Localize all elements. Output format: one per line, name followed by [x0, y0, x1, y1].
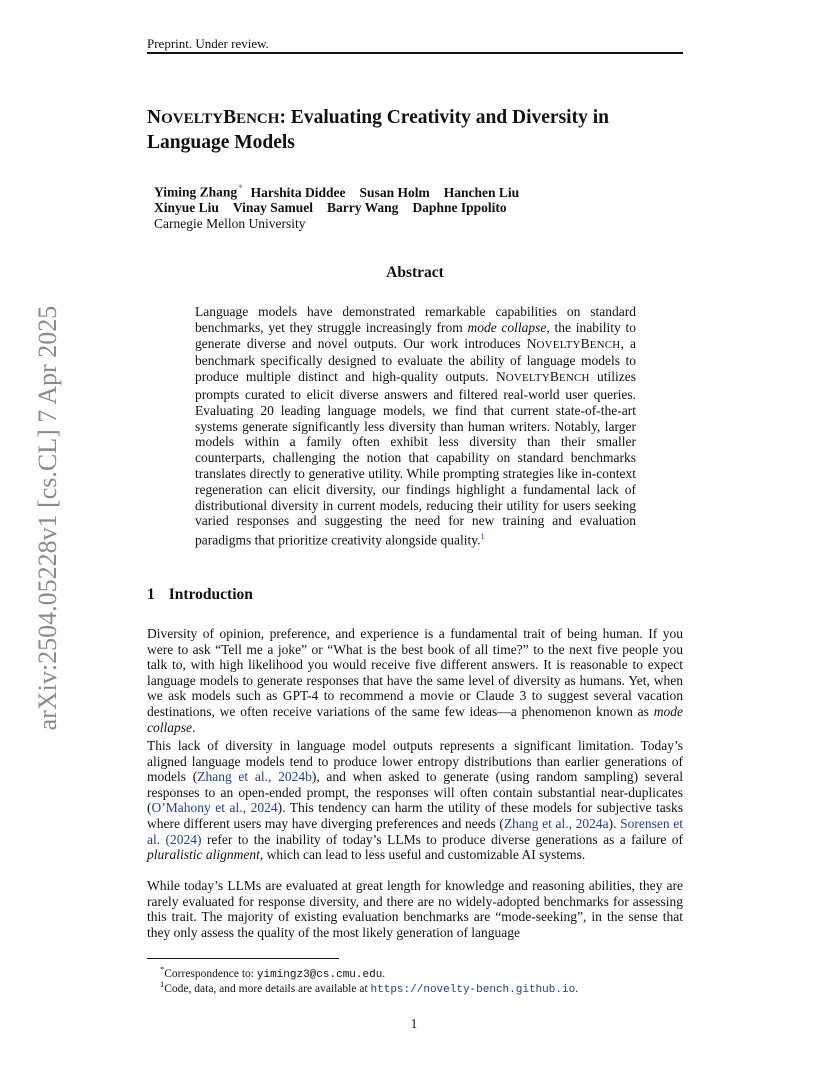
title-sc-ench: ENCH: [236, 111, 280, 127]
abstract-emphasis: mode collapse: [467, 319, 547, 335]
benchmark-name: NOVELTYBENCH: [526, 335, 621, 351]
citation-link[interactable]: Zhang et al., 2024b: [197, 769, 312, 785]
emphasis-pluralistic-alignment: pluralistic alignment: [147, 847, 260, 863]
abstract-seg: utilizes prompts curated to elicit diverse answers and filtered real-world user queries. Evaluating 20 leading language models, we find that current state-of-the-art systems generate significantly less diversity than human writers. Notably, larger models within a family often exhibit less diversity than their smaller counterparts, challenging the notion that capability on standard benchmarks translates directly to generative utility. While prompting strategies like in-context regeneration can elicit diversity, our findings highlight a fundamental lack of distributional diversity in current models, reducing their utility for users seeking varied responses and suggesting the need for new training and evaluation paradigms that prioritize creativity alongside quality.: [195, 369, 636, 548]
author-name: Vinay Samuel: [232, 200, 314, 215]
affiliation: Carnegie Mellon University: [154, 215, 306, 231]
header-rule: [147, 52, 683, 54]
author-block: [154, 181, 533, 231]
page-number: 1: [410, 1016, 418, 1031]
abstract-text: [195, 304, 636, 548]
footnote-code-data: $^1$Code, data, and more details are available at https://novelty-bench.github.io.: [160, 979, 579, 996]
author-name: Hanchen Liu: [443, 184, 520, 200]
author-name: Harshita Diddee: [250, 184, 346, 200]
abstract-heading: Abstract: [386, 264, 444, 281]
abstract-seg: , a benchmark specifically designed to evaluate the ability of language models to produce multiple distinct and high-quality outputs.: [195, 335, 636, 385]
footnote-ref-1[interactable]: 1: [480, 531, 485, 542]
section-number: 1: [147, 586, 155, 603]
title-sc-b: B: [223, 107, 237, 128]
paper-title: [147, 106, 687, 154]
author-name: Yiming Zhang: [154, 184, 238, 200]
citation-link[interactable]: O’Mahony et al., 2024: [151, 800, 278, 816]
author-name: Barry Wang: [327, 200, 399, 215]
author-line-1: [154, 181, 533, 200]
intro-paragraph-1: Diversity of opinion, preference, and experience is a fundamental trait of being human. If you were to ask “Tell me a joke” or “What is the best book of all time?” to the next five people you talk to, with high likelihood you would receive five different answers. It is reasonable to expect language models to generate responses that have the same level of diversity as humans. Yet, when we ask models such as GPT-4 to recommend a movie or Claude 3 to suggest several vacation destinations, we often receive variations of the same few ideas—a phenomenon known as mode collapse.: [147, 626, 683, 735]
title-sc-ovelty: OVELTY: [161, 111, 224, 127]
author-name: Susan Holm: [359, 184, 430, 200]
section-title: Introduction: [168, 586, 253, 603]
abstract-seg: Language models have demonstrated remarkable capabilities on standard benchmarks, yet they struggle increasingly from: [195, 304, 636, 335]
title-rest: : Evaluating Creativity and Diversity in Language Models: [147, 107, 609, 153]
correspondence-mark[interactable]: *: [238, 183, 243, 193]
abstract-seg: , the inability to generate diverse and novel outputs. Our work introduces: [195, 319, 636, 351]
citation-link[interactable]: Sorensen et al. (2024): [147, 815, 684, 847]
title-sc-n: N: [147, 107, 162, 128]
author-line-2: [154, 200, 533, 216]
intro-paragraph-2: This lack of diversity in language model outputs represents a significant limitation. Today’s aligned language models tend to produce lower entropy distributions than earlier generations of models (Zhang et al., 2024b), and when asked to generate (using random sampling) several responses to an open-ended prompt, the responses will often contain substantial near-duplicates (O’Mahony et al., 2024). This tendency can harm the utility of these models for subjective tasks where different users may have diverging preferences and needs (Zhang et al., 2024a). Sorensen et al. (2024) refer to the inability of today’s LLMs to produce diverse generations as a failure of pluralistic alignment, which can lead to less useful and customizable AI systems.: [147, 738, 684, 863]
running-head: Preprint. Under review.: [147, 36, 269, 51]
section-heading-introduction: [147, 586, 253, 604]
author-name: Xinyue Liu: [154, 200, 219, 215]
citation-link[interactable]: Zhang et al., 2024a: [503, 815, 609, 831]
emphasis-mode-collapse: mode collapse: [147, 703, 683, 735]
footnote-correspondence: *Correspondence to: yimingz3@cs.cmu.edu.: [160, 964, 386, 981]
email-address[interactable]: yimingz3@cs.cmu.edu: [256, 968, 383, 981]
footnote-rule: [147, 958, 339, 959]
benchmark-name: NOVELTYBENCH: [495, 369, 590, 385]
author-name: Daphne Ippolito: [412, 200, 507, 215]
intro-paragraph-3: While today’s LLMs are evaluated at great length for knowledge and reasoning abilities, they are rarely evaluated for response diversity, and there are no widely-adopted benchmarks for assessing this trait. The majority of existing evaluation benchmarks are “mode-seeking”, in the sense that they only assess the quality of the most likely generation of language: [147, 878, 683, 940]
project-url-link[interactable]: https://novelty-bench.github.io: [370, 983, 576, 996]
arxiv-identifier: arXiv:2504.05228v1 [cs.CL] 7 Apr 2025: [33, 305, 62, 731]
